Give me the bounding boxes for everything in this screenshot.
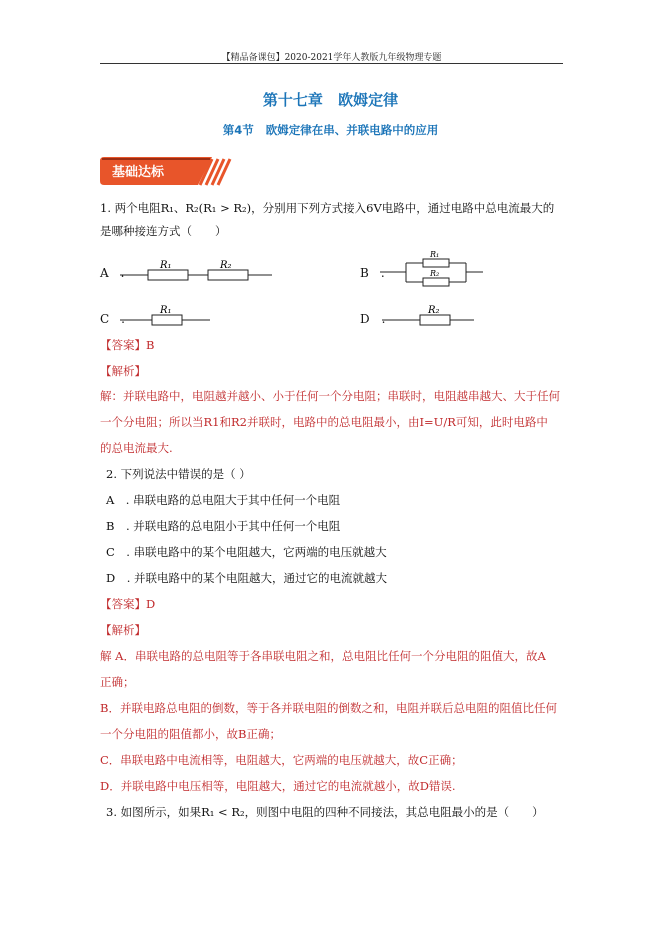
q2-option-d: D . 并联电路中的某个电阻越大，通过它的电流就越大 — [106, 571, 388, 585]
q1-explanation-line2: 一个分电阻；所以当R1和R2并联时，电路中的总电阻最小，由I=U/R可知，此时电路中 — [100, 415, 548, 429]
q2-explanation-line5: C．串联电路中电流相等，电阻越大，它两端的电压就越大，故C正确； — [100, 753, 463, 767]
r2-label-b: R₂ — [430, 269, 440, 278]
q2-explanation-line3: B．并联电路总电阻的倒数，等于各并联电阻的倒数之和，电阻并联后总电阻的阻值比任何 — [100, 701, 557, 715]
banner-label: 基础达标 — [112, 165, 165, 180]
q2-answer: 【答案】D — [100, 597, 156, 611]
q1-explanation-line1: 解：并联电路中，电阻越并越小、小于任何一个分电阻；串联时，电阻越串越大、大于任何 — [100, 389, 560, 403]
circuit-r2-diagram — [382, 303, 477, 329]
q2-option-c: C . 串联电路中的某个电阻越大，它两端的电压就越大 — [106, 545, 387, 559]
q3-stem: 3. 如图所示，如果R₁ < R₂，则图中电阻的四种不同接法，其总电阻最小的是（ ） — [106, 805, 544, 819]
q2-explanation-line4: 一个分电阻的阻值都小，故B正确； — [100, 727, 281, 741]
q1-option-b-label: B . — [360, 266, 385, 280]
q1-option-d-label: D . — [360, 312, 386, 326]
section-title: 第4节 欧姆定律在串、并联电路中的应用 — [222, 123, 439, 137]
r2-label-d: R₂ — [428, 305, 440, 316]
q2-analysis-label: 【解析】 — [100, 623, 146, 637]
circuit-r1-diagram — [120, 303, 215, 329]
q1-option-a-label: A . — [100, 266, 125, 280]
r1-label-c: R₁ — [160, 305, 172, 316]
q2-option-b: B . 并联电路的总电阻小于其中任何一个电阻 — [106, 519, 341, 533]
q1-analysis-label: 【解析】 — [100, 364, 146, 378]
chapter-title: 第十七章 欧姆定律 — [262, 91, 399, 109]
q2-option-a: A . 串联电路的总电阻大于其中任何一个电阻 — [106, 493, 341, 507]
r1-label-b: R₁ — [430, 250, 440, 259]
q2-stem: 2. 下列说法中错误的是（ ） — [106, 467, 251, 481]
q1-option-c-label: C . — [100, 312, 125, 326]
q1-stem-line2: 是哪种接连方式（ ） — [100, 224, 227, 238]
q1-explanation-line3: 的总电流最大. — [100, 441, 173, 455]
q1-answer: 【答案】B — [100, 338, 155, 352]
r1-label-a: R₁ — [160, 260, 172, 271]
q2-explanation-line2: 正确； — [100, 675, 135, 689]
q2-explanation-line6: D．并联电路中电压相等，电阻越大，通过它的电流就越小，故D错误. — [100, 779, 456, 793]
circuit-parallel-diagram — [380, 250, 485, 294]
q1-stem-line1: 1. 两个电阻R₁、R₂(R₁ > R₂)，分别用下列方式接入6V电路中，通过电路中总电流最大的 — [100, 201, 555, 215]
header-divider — [100, 63, 563, 64]
q2-explanation-line1: 解 A．串联电路的总电阻等于各串联电阻之和，总电阻比任何一个分电阻的阻值大，故A — [100, 649, 546, 663]
circuit-series-diagram — [120, 258, 275, 284]
page-header: 【精品备课包】2020-2021学年人教版九年级物理专题 — [221, 53, 442, 63]
r2-label-a: R₂ — [220, 260, 232, 271]
